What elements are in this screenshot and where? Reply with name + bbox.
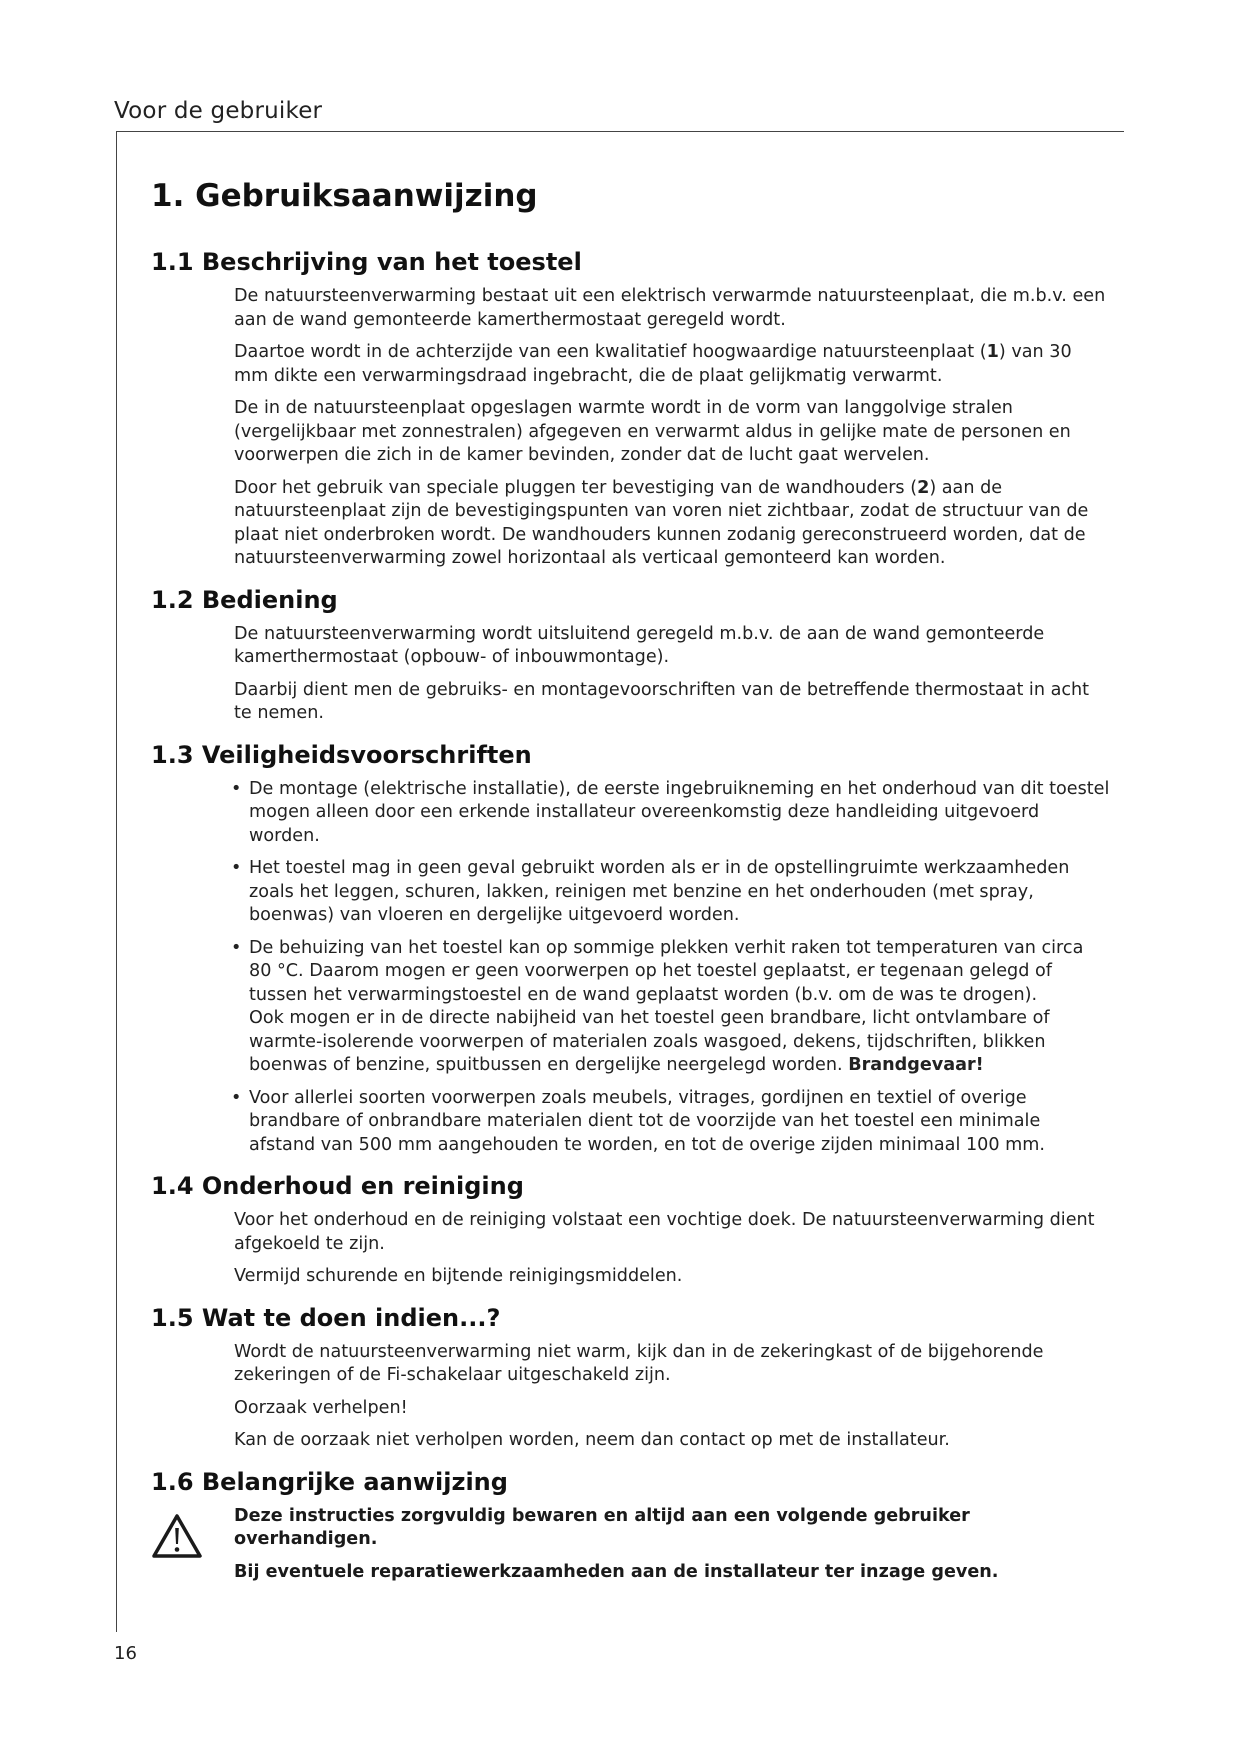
section-heading: 1.3 Veiligheidsvoorschriften: [151, 740, 532, 769]
section-body: [234, 1341, 1111, 1453]
paragraph: Bij eventuele reparatiewerkzaamheden aan de installateur ter inzage geven.: [234, 1561, 999, 1582]
important-notice: [151, 1505, 1111, 1585]
section-heading: 1.1 Beschrijving van het toestel: [151, 248, 582, 276]
section-heading: 1.6 Belangrijke aanwijzing: [151, 1467, 508, 1496]
section-heading: 1.2 Bediening: [151, 585, 338, 614]
paragraph-text: ) van 30 mm dikte een verwarmingsdraad ingebracht, die de plaat gelijkmatig verwarmt.: [234, 342, 1072, 386]
paragraph: Wordt de natuursteenverwarming niet warm, kijk dan in de zekeringkast of de bijgehorende zekeringen of de Fi-schakelaar uitgeschakeld zijn.: [234, 1341, 1044, 1385]
list-item: • Het toestel mag in geen geval gebruikt worden als er in de opstellingruimte werkzaamheden zoals het leggen, schuren, lakken, reinigen met benzine en het onderhouden (met spray, boenwas) van vloeren en dergelijke uitgevoerd worden.: [231, 857, 1111, 928]
running-header: Voor de gebruiker: [114, 98, 323, 124]
paragraph: Kan de oorzaak niet verholpen worden, neem dan contact op met de installateur.: [234, 1430, 950, 1450]
list-item: • Voor allerlei soorten voorwerpen zoals meubels, vitrages, gordijnen en textiel of overige brandbare of onbrandbare materialen dient tot de voorzijde van het toestel een minimale afstand van 500 mm aangehouden te worden, en tot de overige zijden minimaal 100 mm.: [231, 1087, 1111, 1158]
list-item-text: Ook mogen er in de directe nabijheid van het toestel geen brandbare, licht ontvlambare of warmte-isolerende voorwerpen of materialen zoals wasgoed, dekens, tijdschriften, blikken boenwas of benzine, spuitbussen en dergelijke neergelegd worden.: [249, 1008, 1050, 1075]
list-item: [231, 937, 1111, 1078]
section-heading: 1.4 Onderhoud en reiniging: [151, 1172, 524, 1200]
header-rule: [116, 131, 1124, 132]
list-item-text: De behuizing van het toestel kan op sommige plekken verhit raken tot temperaturen van circa 80 °C. Daarom mogen er geen voorwerpen op het toestel geplaatst, er tegenaan gelegd of tussen het verwarmingstoestel en de wand geplaatst worden (b.v. om de was te drogen).: [249, 937, 1084, 1005]
paragraph-text: Door het gebruik van speciale pluggen ter bevestiging van de wandhouders (: [234, 477, 918, 498]
warning-triangle-icon: [151, 1513, 203, 1559]
paragraph: [234, 341, 1111, 388]
section-body: [234, 1209, 1111, 1289]
paragraph: De natuursteenverwarming wordt uitsluitend geregeld m.b.v. de aan de wand gemonteerde kamerthermostaat (opbouw- of inbouwmontage).: [234, 623, 1045, 667]
list-item: • De montage (elektrische installatie), de eerste ingebruikneming en het onderhoud van dit toestel mogen alleen door een erkende installateur overeenkomstig deze handleiding uitgevoerd worden.: [231, 778, 1111, 849]
margin-rule: [116, 131, 117, 1632]
section-1-1: [151, 248, 1111, 571]
paragraph-text: ) aan de natuursteenplaat zijn de bevestigingspunten van voren niet zichtbaar, zodat de structuur van de plaat niet onderbroken wordt. De wandhouders kunnen zodanig gereconstrueerd worden, dat de natuursteenverwarming zowel horizontaal als verticaal gemonteerd kan worden.: [234, 477, 1089, 568]
paragraph: Voor het onderhoud en de reiniging volstaat een vochtige doek. De natuursteenverwarming dient afgekoeld te zijn.: [234, 1210, 1095, 1254]
paragraph: De natuursteenverwarming bestaat uit een elektrisch verwarmde natuursteenplaat, die m.b.v. een aan de wand gemonteerde kamerthermostaat geregeld wordt.: [234, 286, 1106, 330]
notice-text: [234, 1505, 1111, 1585]
section-body: [234, 623, 1111, 726]
page-number: 16: [114, 1643, 137, 1664]
section-heading: 1.5 Wat te doen indien...?: [151, 1303, 501, 1332]
paragraph: [234, 477, 1111, 571]
fire-hazard-warning: Brandgevaar!: [848, 1055, 984, 1075]
safety-list: [231, 778, 1111, 1158]
paragraph: De in de natuursteenplaat opgeslagen warmte wordt in de vorm van langgolvige stralen (vergelijkbaar met zonnestralen) afgegeven en verwarmt aldus in gelijke mate de personen en voorwerpen die zich in de kamer bevinden, zonder dat de lucht gaat wervelen.: [234, 398, 1071, 465]
paragraph: Vermijd schurende en bijtende reinigingsmiddelen.: [234, 1266, 683, 1286]
page-title: 1. Gebruiksaanwijzing: [151, 178, 538, 214]
figure-reference: 2: [917, 477, 930, 498]
section-1-6: [151, 1468, 1111, 1585]
section-1-3: [151, 741, 1111, 1158]
section-1-2: [151, 586, 1111, 726]
figure-reference: 1: [986, 342, 999, 362]
paragraph-text: Daartoe wordt in de achterzijde van een kwalitatief hoogwaardige natuursteenplaat (: [234, 342, 987, 362]
paragraph: Deze instructies zorgvuldig bewaren en altijd aan een volgende gebruiker overhandigen.: [234, 1505, 970, 1549]
paragraph: Oorzaak verhelpen!: [234, 1397, 408, 1418]
section-1-4: [151, 1172, 1111, 1289]
paragraph: Daarbij dient men de gebruiks- en montagevoorschriften van de betreffende thermostaat in acht te nemen.: [234, 679, 1090, 723]
page-content: [151, 178, 1111, 1599]
section-body: [234, 285, 1111, 571]
section-1-5: [151, 1304, 1111, 1453]
